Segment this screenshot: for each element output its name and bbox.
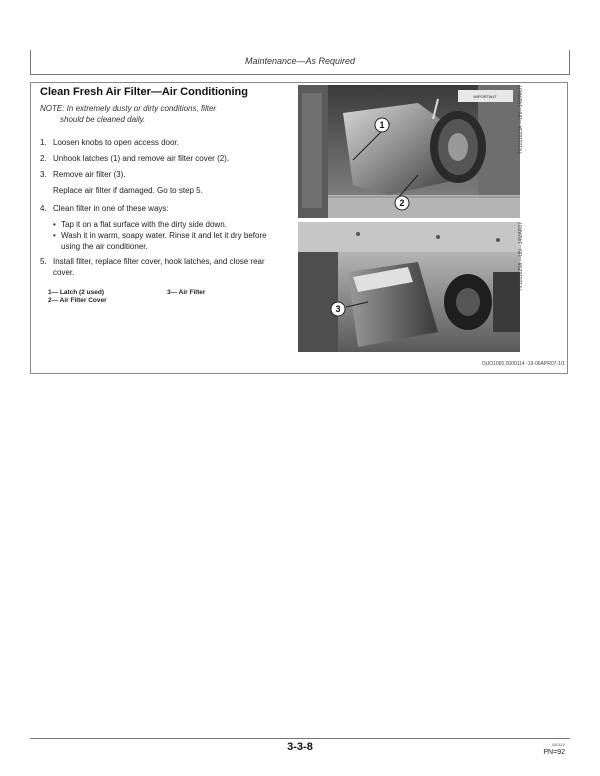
step-number: 2. — [40, 154, 47, 163]
photo-code-bottom — [518, 222, 528, 352]
footer-rule — [30, 738, 570, 739]
photo-code-bottom-text: TX1011629A —UN—14MAR07 — [518, 222, 524, 292]
step-number: 3. — [40, 170, 47, 179]
photo-code-top-text: TX1011623A —UN—14MAR07 — [518, 85, 524, 155]
step-3-continued — [53, 185, 308, 196]
footer-pn: PN=92 — [543, 749, 565, 756]
step-text: Replace air filter if damaged. Go to step 5. — [53, 186, 203, 195]
bullet-icon: • — [53, 231, 56, 240]
photo-filter-cover — [298, 85, 520, 218]
step-text: Loosen knobs to open access door. — [53, 138, 179, 147]
step-5 — [40, 256, 295, 278]
legend-item-filter-cover: 2— Air Filter Cover — [48, 297, 107, 304]
bullet-item — [53, 219, 308, 230]
step-text: Unhook latches (1) and remove air filter cover (2). — [53, 154, 230, 163]
note-line-2: should be cleaned daily. — [60, 115, 146, 124]
step-4 — [40, 203, 295, 214]
header-rule — [30, 74, 570, 75]
legend-item-latch: 1— Latch (2 used) — [48, 289, 104, 296]
document-id: OUO1065,0000114 -19-06APR07-1/1 — [481, 361, 565, 367]
footer-code: 040110 — [551, 742, 565, 747]
note — [40, 103, 280, 125]
running-header: Maintenance—As Required — [244, 56, 356, 66]
bullet-item — [53, 230, 308, 252]
step-3 — [40, 169, 295, 180]
step-1 — [40, 137, 295, 148]
step-text: Remove air filter (3). — [53, 170, 126, 179]
step-number: 5. — [40, 257, 47, 266]
legend-item-air-filter: 3— Air Filter — [167, 289, 206, 296]
section-title: Clean Fresh Air Filter—Air Conditioning — [40, 86, 248, 98]
step-2 — [40, 153, 295, 164]
photo-code-top — [518, 85, 528, 218]
sticker-text: IMPORTANT — [473, 94, 497, 99]
callout-3: 3 — [335, 304, 341, 314]
note-line-1: NOTE: In extremely dusty or dirty conditions, filter — [40, 104, 217, 113]
bullet-icon: • — [53, 220, 56, 229]
callout-1: 1 — [379, 120, 385, 130]
photo-air-filter-image — [298, 222, 520, 352]
photo-air-filter — [298, 222, 520, 352]
step-text: Clean filter in one of these ways: — [53, 204, 169, 213]
callout-2: 2 — [399, 198, 405, 208]
bullet-text: Tap it on a flat surface with the dirty side down. — [61, 220, 227, 229]
step-text: Install filter, replace filter cover, hook latches, and close rear cover. — [53, 257, 265, 277]
step-number: 1. — [40, 138, 47, 147]
bullet-text: Wash it in warm, soapy water. Rinse it and let it dry before using the air conditioner. — [61, 231, 267, 251]
step-number: 4. — [40, 204, 47, 213]
page-number: 3-3-8 — [287, 741, 313, 753]
photo-filter-cover-image — [298, 85, 520, 218]
